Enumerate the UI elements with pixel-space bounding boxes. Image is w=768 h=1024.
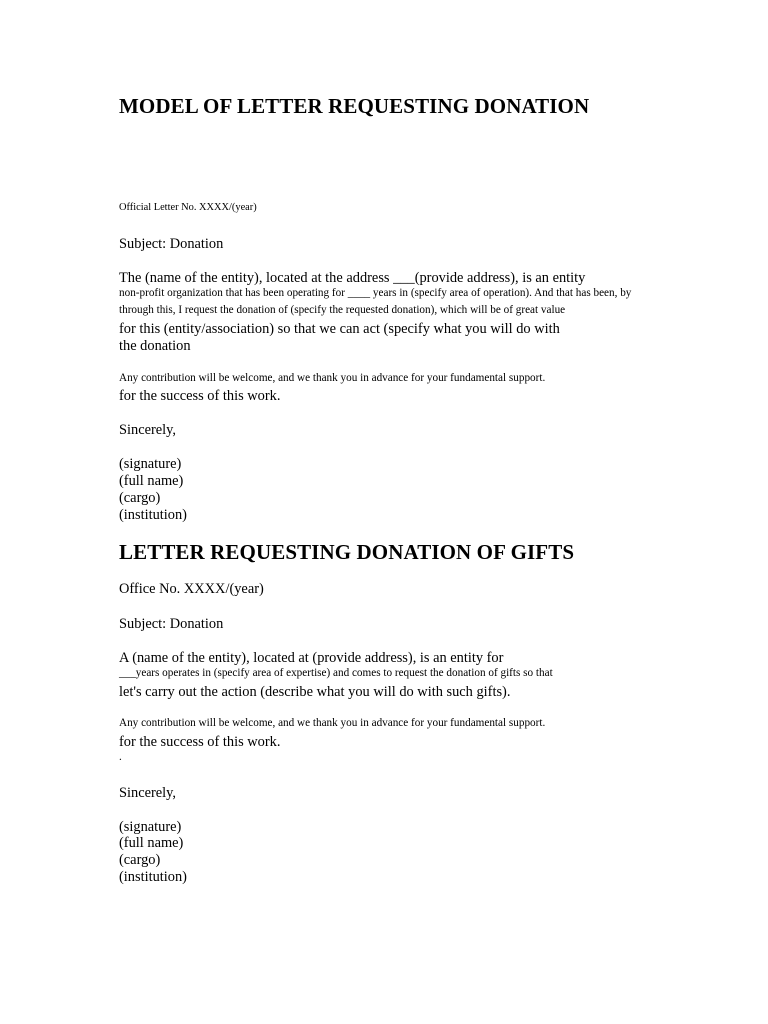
signature-line: (signature) xyxy=(119,819,182,835)
letter1-p2-line: for the success of this work. xyxy=(119,388,281,404)
letter1-reference: Official Letter No. XXXX/(year) xyxy=(119,202,257,213)
full-name-line: (full name) xyxy=(119,473,184,489)
letter2-p2-line: . xyxy=(119,751,122,763)
cargo-line: (cargo) xyxy=(119,852,161,868)
letter2-reference: Office No. XXXX/(year) xyxy=(119,581,264,597)
letter2-p1-line: ___years operates in (specify area of expertise) and comes to request the donation of gifts so that xyxy=(119,667,553,679)
letter1-subject: Subject: Donation xyxy=(119,236,224,252)
full-name-line: (full name) xyxy=(119,835,184,851)
letter1-p1-line: The (name of the entity), located at the address ___(provide address), is an entity xyxy=(119,270,586,286)
letter2-closing: Sincerely, xyxy=(119,785,177,801)
letter1-p1-line: through this, I request the donation of (specify the requested donation), which will be of great value xyxy=(119,304,566,316)
letter2-p1-line: let's carry out the action (describe what you will do with such gifts). xyxy=(119,684,511,700)
letter1-p1-line: non-profit organization that has been operating for ____ years in (specify area of operation). And that has been, by xyxy=(119,287,632,299)
signature-line: (signature) xyxy=(119,456,182,472)
cargo-line: (cargo) xyxy=(119,490,161,506)
institution-line: (institution) xyxy=(119,507,187,523)
letter2-subject: Subject: Donation xyxy=(119,616,224,632)
letter1-p2-line: Any contribution will be welcome, and we thank you in advance for your fundamental support. xyxy=(119,372,546,384)
letter1-p1-line: the donation xyxy=(119,338,191,354)
letter1-p1-line: for this (entity/association) so that we can act (specify what you will do with xyxy=(119,321,560,337)
letter2-p2-line: for the success of this work. xyxy=(119,734,281,750)
letter1-closing: Sincerely, xyxy=(119,422,177,438)
letter1-title: MODEL OF LETTER REQUESTING DONATION xyxy=(119,94,590,118)
letter2-p2-line: Any contribution will be welcome, and we thank you in advance for your fundamental support. xyxy=(119,717,546,729)
institution-line: (institution) xyxy=(119,869,187,885)
letter2-title: LETTER REQUESTING DONATION OF GIFTS xyxy=(119,540,575,564)
letter2-p1-line: A (name of the entity), located at (provide address), is an entity for xyxy=(119,650,504,666)
